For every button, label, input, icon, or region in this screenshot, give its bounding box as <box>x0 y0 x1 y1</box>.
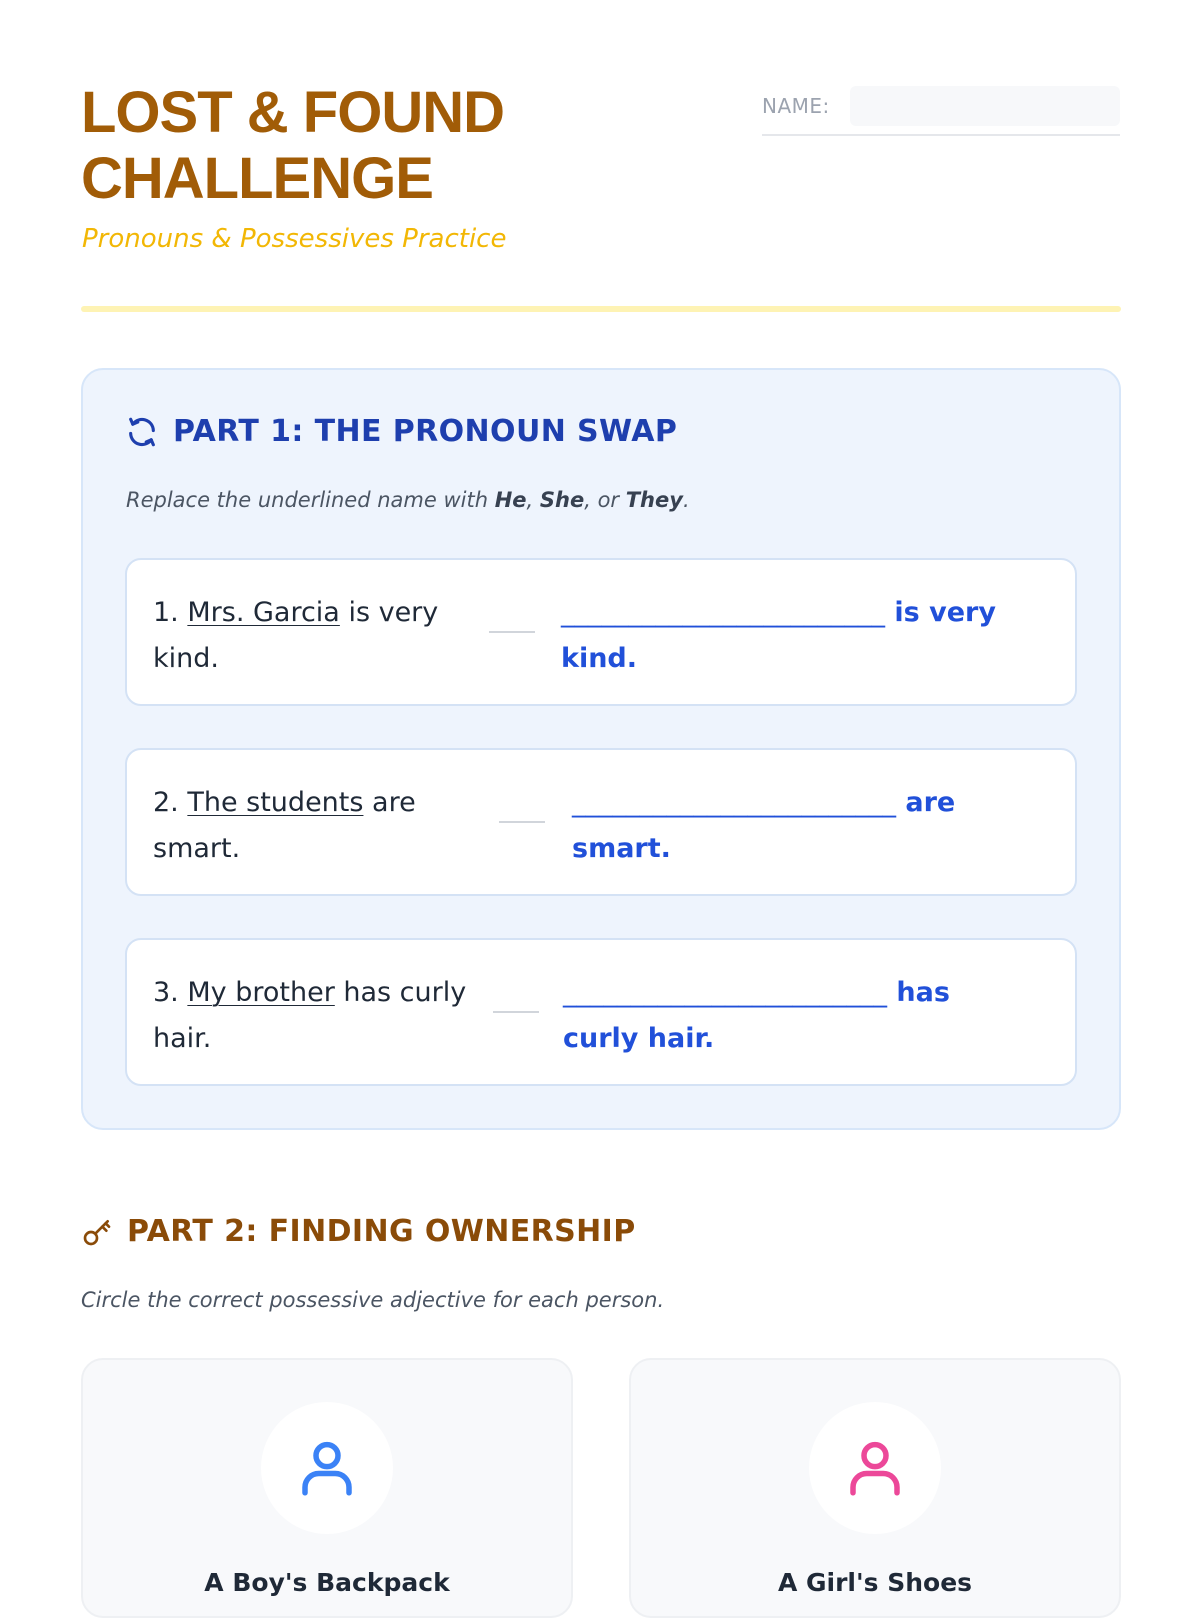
header-divider <box>81 306 1121 312</box>
avatar <box>261 1402 393 1534</box>
question-number: 3. <box>153 977 179 1008</box>
ownership-card-girl <box>629 1358 1121 1618</box>
answer-blank[interactable]: ________________________ <box>572 787 896 818</box>
arrow-dash <box>493 1011 539 1013</box>
arrow-dash <box>499 821 545 823</box>
key-icon <box>81 1216 113 1248</box>
answer-rest: are smart. <box>572 787 956 864</box>
answer-rest: is very kind. <box>561 597 996 674</box>
girl-person-icon <box>842 1435 908 1501</box>
instr-suffix: . <box>682 488 690 512</box>
sentence-rest: is very kind. <box>153 597 439 674</box>
answer-blank[interactable]: ________________________ <box>563 977 887 1008</box>
worksheet-subtitle: Pronouns & Possessives Practice <box>82 224 507 254</box>
instr-option-they: They <box>625 488 683 512</box>
answer-sentence[interactable] <box>561 590 1031 682</box>
part2-title: PART 2: FINDING OWNERSHIP <box>127 1214 636 1249</box>
boy-person-icon <box>294 1435 360 1501</box>
question-sentence <box>153 780 473 872</box>
name-input[interactable] <box>850 86 1120 126</box>
part2-instructions: Circle the correct possessive adjective for each person. <box>81 1288 665 1312</box>
answer-sentence[interactable] <box>563 970 1033 1062</box>
question-card <box>125 938 1077 1086</box>
sentence-rest: has curly hair. <box>153 977 467 1054</box>
name-field-group <box>762 86 1120 136</box>
part1-header <box>125 414 677 449</box>
part1-section <box>81 368 1121 1130</box>
part1-instructions <box>126 488 690 512</box>
ownership-card-boy <box>81 1358 573 1618</box>
underlined-name: The students <box>187 787 364 818</box>
part2-header <box>81 1214 636 1249</box>
instr-sep: , or <box>584 488 626 512</box>
answer-rest: has curly hair. <box>563 977 950 1054</box>
question-sentence <box>153 970 473 1062</box>
avatar <box>809 1402 941 1534</box>
question-number: 2. <box>153 787 179 818</box>
answer-blank[interactable]: ________________________ <box>561 597 885 628</box>
arrow-dash <box>489 631 535 633</box>
question-card <box>125 558 1077 706</box>
question-sentence <box>153 590 473 682</box>
underlined-name: My brother <box>187 977 335 1008</box>
card-label: A Girl's Shoes <box>777 1568 973 1597</box>
refresh-icon <box>125 415 159 449</box>
instr-sep: , <box>526 488 540 512</box>
name-label: NAME: <box>762 94 830 118</box>
instr-prefix: Replace the underlined name with <box>126 488 495 512</box>
question-number: 1. <box>153 597 179 628</box>
answer-sentence[interactable] <box>572 780 1042 872</box>
question-card <box>125 748 1077 896</box>
sentence-rest: are smart. <box>153 787 416 864</box>
underlined-name: Mrs. Garcia <box>187 597 340 628</box>
worksheet-title: LOST & FOUND CHALLENGE <box>81 80 504 211</box>
card-label: A Boy's Backpack <box>204 1568 450 1597</box>
instr-option-he: He <box>494 488 527 512</box>
instr-option-she: She <box>539 488 585 512</box>
part1-title: PART 1: THE PRONOUN SWAP <box>173 414 678 449</box>
